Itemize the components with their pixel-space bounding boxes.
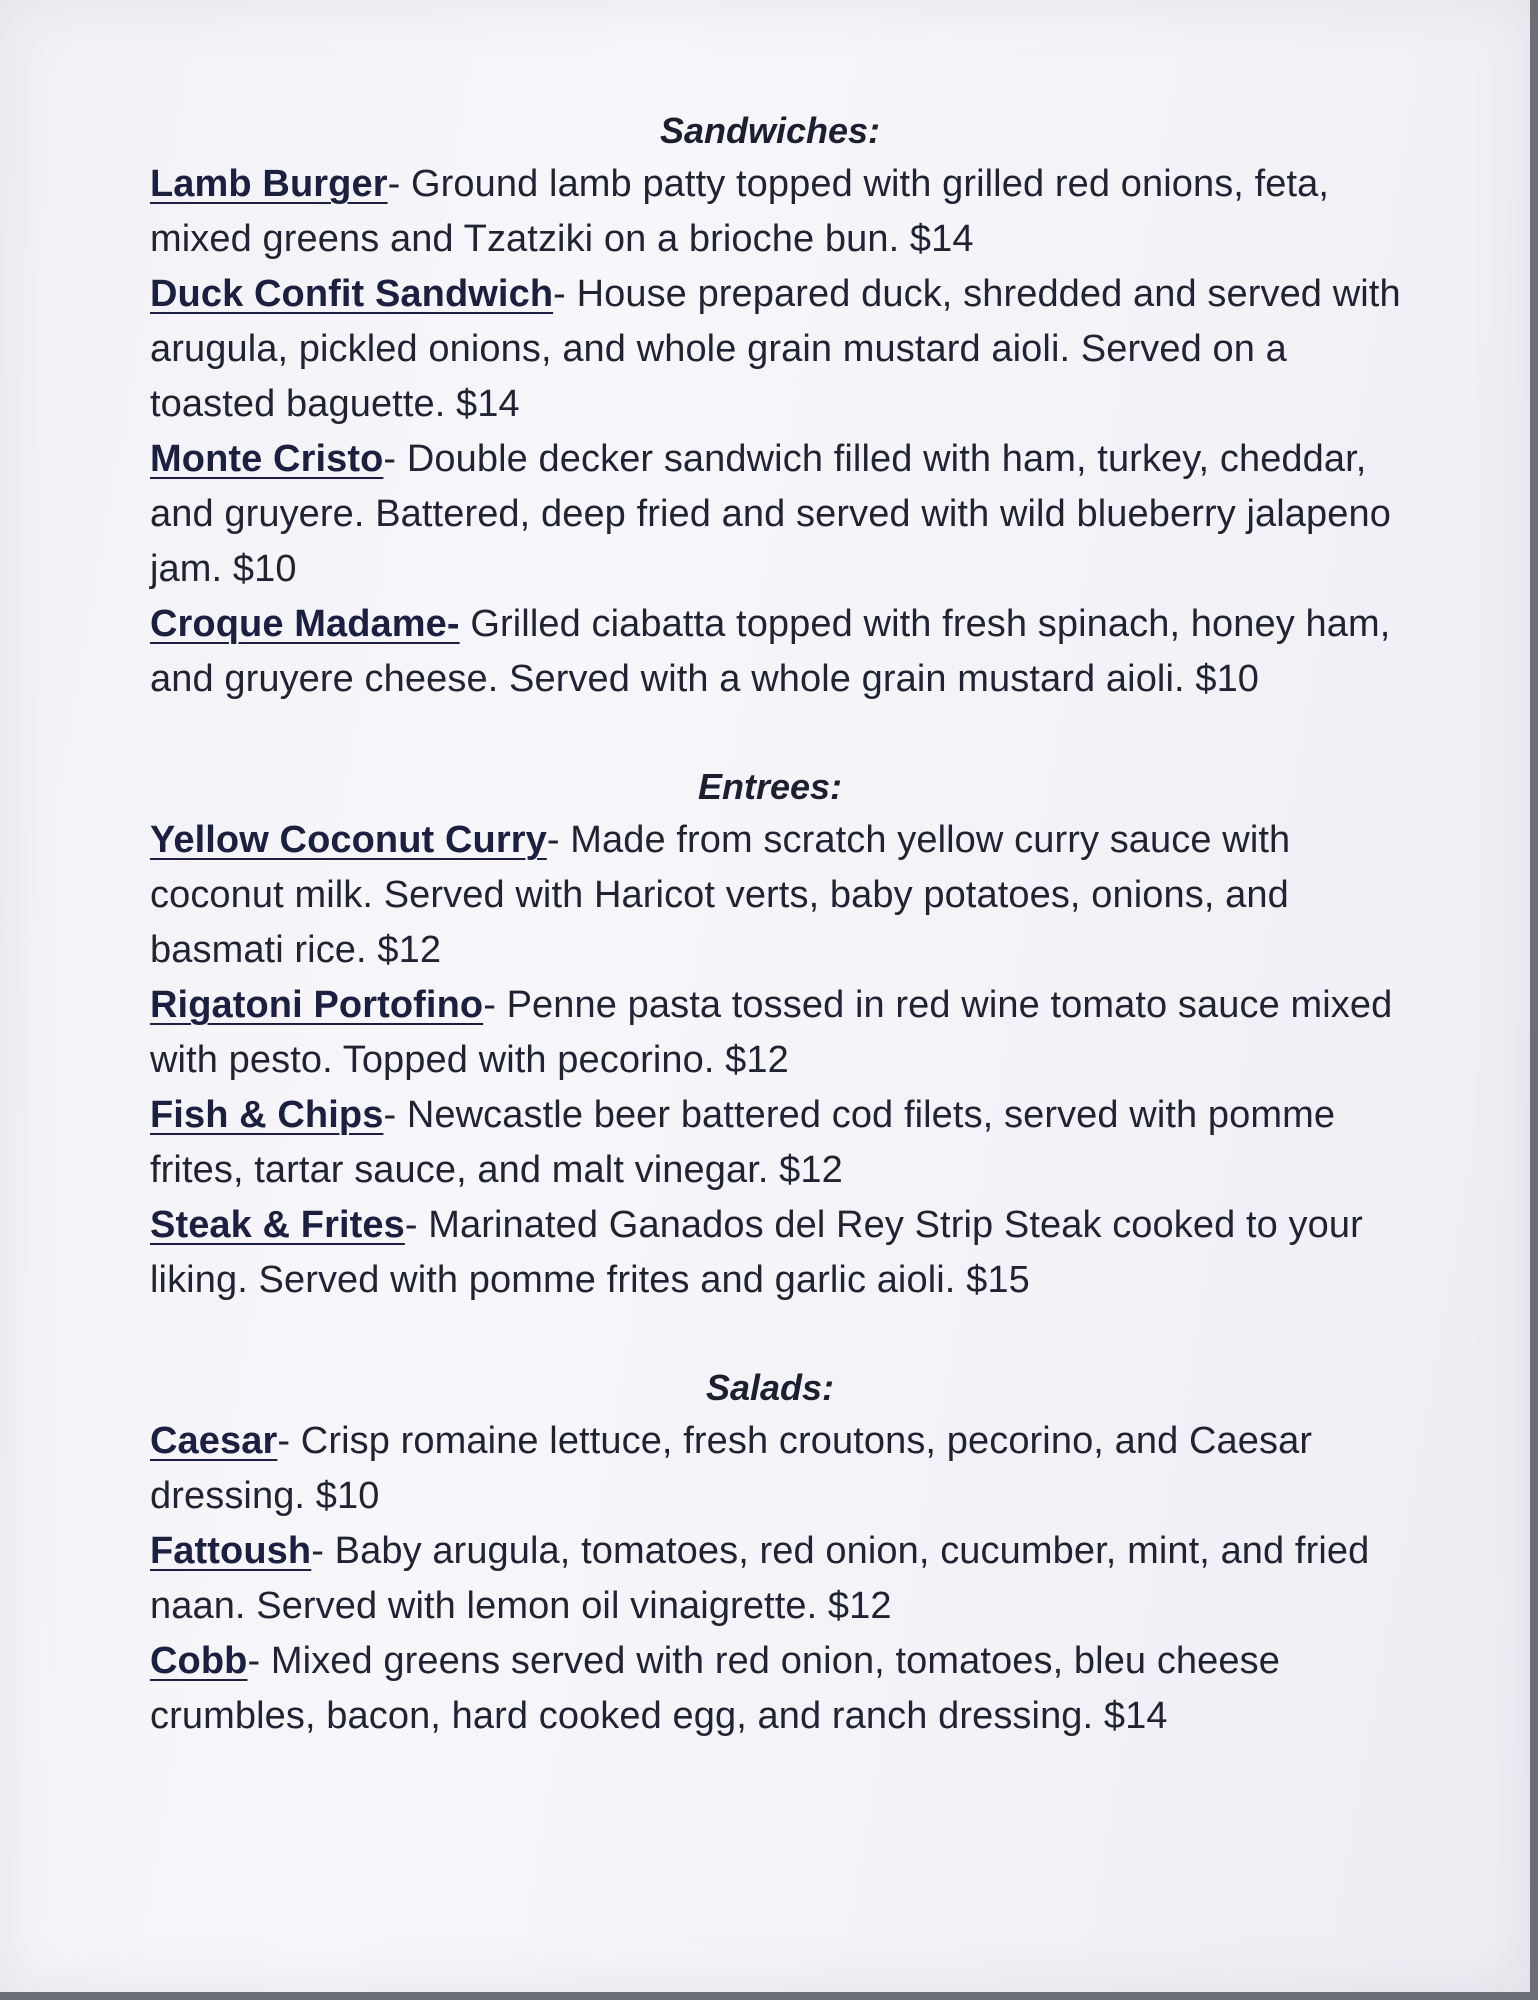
item-name: Yellow Coconut Curry [150,819,547,861]
item-name: Duck Confit Sandwich [150,273,554,315]
menu-item [150,978,1420,1088]
section-sandwiches [150,105,1420,707]
item-description: Double decker sandwich filled with ham, turkey, cheddar, and gruyere. Battered, deep fried and served with wild blueberry jalapeno jam. $10 [150,438,1391,590]
section-title: Salads: [705,1367,835,1408]
item-separator: - [311,1530,324,1572]
item-separator: - [277,1420,291,1462]
menu-item [150,1198,1420,1308]
item-name: Lamb Burger [150,163,388,205]
section-entrees [150,761,1420,1308]
item-name: Steak & Frites [150,1204,405,1246]
item-separator: - [383,438,397,480]
menu-item [150,597,1420,707]
item-separator: - [383,1094,397,1136]
item-name: Cobb [150,1640,248,1682]
item-description: Mixed greens served with red onion, tomatoes, bleu cheese crumbles, bacon, hard cooked egg, and ranch dressing. $14 [150,1640,1280,1737]
item-separator: - [483,984,496,1026]
item-name: Croque Madame- [150,603,460,645]
menu-item [150,432,1420,597]
item-separator: - [387,163,401,205]
item-name: Monte Cristo [150,438,384,480]
menu-item [150,157,1420,267]
item-name: Fattoush [150,1530,312,1572]
menu-item [150,1524,1420,1634]
menu-sheet [150,105,1420,1798]
item-description: House prepared duck, shredded and served with arugula, pickled onions, and whole grain mustard aioli. Served on a toasted baguette. $14 [150,273,1401,425]
item-description: Ground lamb patty topped with grilled red onions, feta, mixed greens and Tzatziki on a brioche bun. $14 [150,163,1330,260]
item-description: Newcastle beer battered cod filets, served with pomme frites, tartar sauce, and malt vinegar. $12 [150,1094,1336,1191]
item-description: Grilled ciabatta topped with fresh spinach, honey ham, and gruyere cheese. Served with a whole grain mustard aioli. $10 [150,603,1391,700]
section-salads [150,1362,1420,1744]
item-separator: - [247,1640,261,1682]
item-name: Rigatoni Portofino [150,984,484,1026]
item-name: Caesar [150,1420,278,1462]
item-separator: - [404,1204,418,1246]
item-description: Penne pasta tossed in red wine tomato sauce mixed with pesto. Topped with pecorino. $12 [150,984,1393,1081]
item-separator: - [546,819,560,861]
item-description: Baby arugula, tomatoes, red onion, cucumber, mint, and fried naan. Served with lemon oil vinaigrette. $12 [150,1530,1370,1627]
menu-item [150,813,1420,978]
item-separator: - [553,273,566,315]
item-name: Fish & Chips [150,1094,384,1136]
item-description: Made from scratch yellow curry sauce with coconut milk. Served with Haricot verts, baby potatoes, onions, and basmati rice. $12 [150,819,1291,971]
menu-item [150,1088,1420,1198]
menu-item [150,1634,1420,1744]
item-description: Crisp romaine lettuce, fresh croutons, pecorino, and Caesar dressing. $10 [150,1420,1313,1517]
item-description: Marinated Ganados del Rey Strip Steak cooked to your liking. Served with pomme frites and garlic aioli. $15 [150,1204,1363,1301]
menu-item [150,1414,1420,1524]
section-title: Sandwiches: [659,110,881,151]
section-title: Entrees: [697,766,843,807]
menu-item [150,267,1420,432]
